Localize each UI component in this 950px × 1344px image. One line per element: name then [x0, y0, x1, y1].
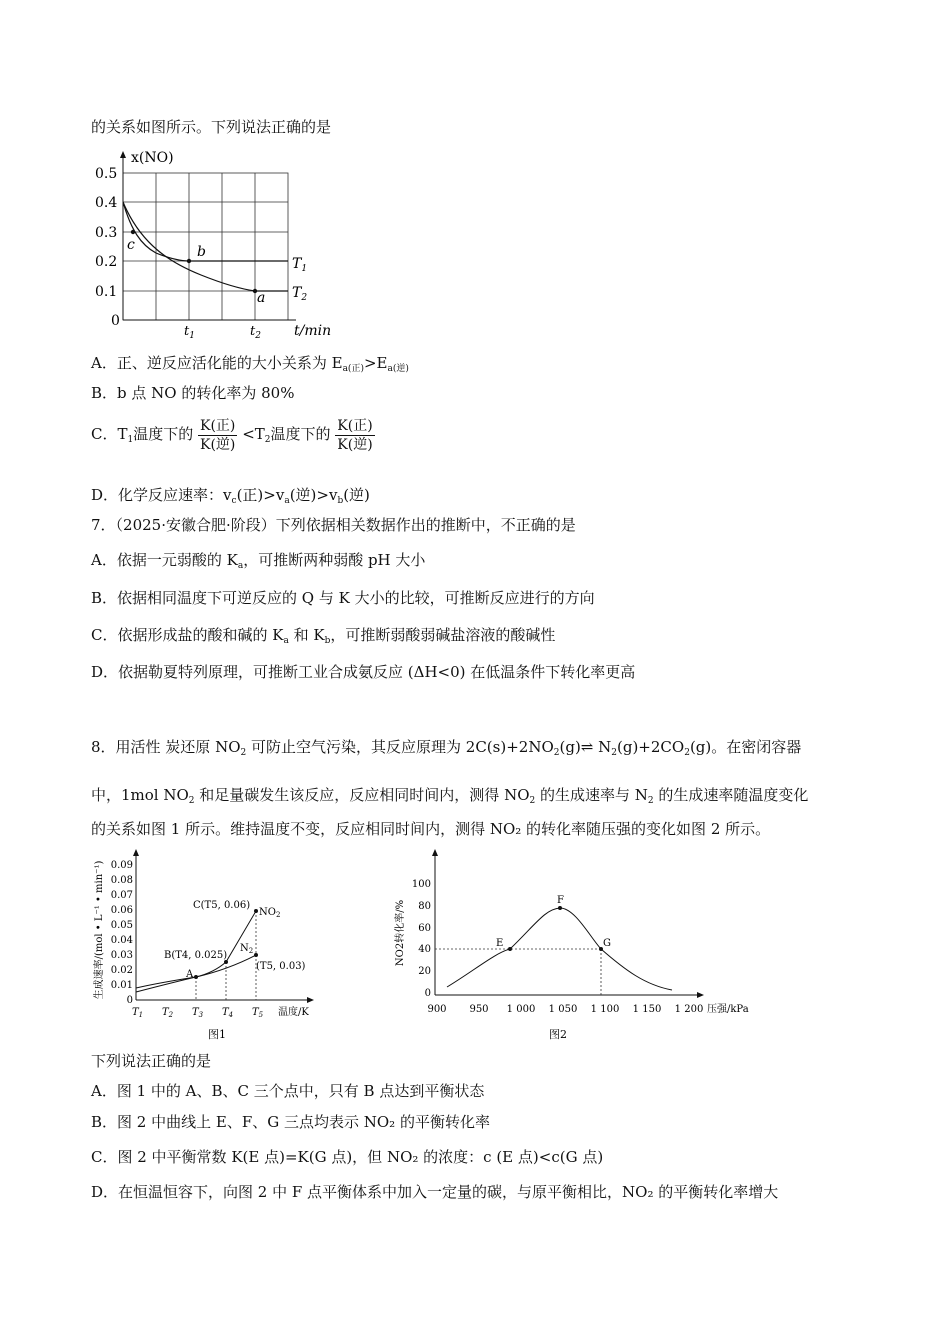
fig1-xtick-T1: $T_1$	[132, 1007, 144, 1019]
q6-ytick: 0.3	[95, 225, 118, 241]
fig2-ytick: 0	[424, 988, 431, 999]
fig1-label-C: C(T5, 0.06)	[193, 900, 251, 911]
q8-figure-2	[385, 845, 765, 1045]
fig1-ytick: 0.01	[110, 980, 133, 991]
q6-xtick-t1: $t_1$	[184, 324, 195, 340]
q6-option-b: B．b 点 NO 的转化率为 80%	[91, 384, 295, 402]
q6-label-b: b	[197, 244, 206, 260]
q6-ytick: 0	[111, 313, 120, 329]
q6-ytick: 0.2	[95, 254, 118, 270]
q6-xtick-t2: $t_2$	[250, 324, 261, 340]
q6-label-c: c	[127, 237, 135, 253]
fig1-label-T5: (T5, 0.03)	[256, 961, 306, 972]
fig1-caption: 图1	[208, 1028, 226, 1041]
fig1-label-B: B(T4, 0.025)	[164, 950, 228, 961]
fig1-ytick: 0.02	[110, 965, 133, 976]
fig2-ytick: 20	[418, 966, 431, 977]
q6-point-c	[131, 230, 135, 234]
q6-label-T1: $T_1$	[292, 256, 308, 274]
fig1-ytick: 0.09	[110, 860, 133, 871]
fig2-ytick: 100	[411, 879, 431, 890]
fig1-label-A: A	[186, 969, 194, 980]
fig2-label-F: F	[557, 895, 564, 906]
q7-stem: 7．（2025·安徽合肥·阶段）下列依据相关数据作出的推断中，不正确的是	[91, 516, 576, 534]
fig1-xtick-T3: $T_3$	[192, 1007, 204, 1019]
q8-option-c: C．图 2 中平衡常数 K(E 点)=K(G 点)，但 NO₂ 的浓度：c (E 点)<c(G 点)	[91, 1148, 604, 1166]
q8-option-d: D．在恒温恒容下，向图 2 中 F 点平衡体系中加入一定量的碳，与原平衡相比，NO₂ 的平衡转化率增大	[91, 1183, 779, 1201]
fig1-ytick: 0.07	[110, 890, 133, 901]
fig1-ylabel: 生成速率/(mol • L⁻¹ • min⁻¹)	[94, 860, 105, 1000]
fig2-xtick: 1 200	[674, 1004, 704, 1015]
q6-option-c: C．$T_1$温度下的 $\frac{\text{K(正)}}{\text{K(逆)}}$ $<T_2$温度下的 $\frac{\text{K(正)}}{\text{K(逆)}}$	[91, 417, 373, 453]
fig1-point-C	[254, 909, 258, 913]
q6-ylabel: x(NO)	[131, 150, 174, 166]
q6-xlabel: t/min	[294, 323, 332, 339]
q8-option-b: B．图 2 中曲线上 E、F、G 三点均表示 NO₂ 的平衡转化率	[91, 1113, 490, 1131]
fig2-xtick: 1 100	[590, 1004, 620, 1015]
fig2-xtick: 1 000	[506, 1004, 536, 1015]
k-ratio-fraction: $\frac{\text{K(正)}}{\text{K(逆)}}$	[200, 417, 236, 453]
q8-ask: 下列说法正确的是	[91, 1052, 212, 1070]
fig2-ytick: 40	[418, 944, 431, 955]
q6-figure	[91, 145, 341, 340]
fig2-point-E	[508, 947, 512, 951]
fig1-series-N2: $N_2$	[240, 943, 254, 955]
q6-point-b	[187, 259, 191, 263]
q6-ytick: 0.1	[95, 284, 118, 300]
fig1-ytick: 0.06	[110, 905, 133, 916]
q6-label-a: a	[257, 290, 266, 306]
q8-option-a: A．图 1 中的 A、B、C 三个点中，只有 B 点达到平衡状态	[91, 1082, 485, 1100]
fig1-ytick: 0.08	[110, 875, 133, 886]
q7-option-d: D．依据勒夏特列原理，可推断工业合成氨反应 (ΔH<0) 在低温条件下转化率更高	[91, 663, 636, 681]
q8-figure-1	[88, 845, 328, 1045]
k-ratio-fraction: $\frac{\text{K(正)}}{\text{K(逆)}}$	[337, 417, 373, 453]
fig1-ytick: 0	[126, 995, 133, 1006]
q8-stem-line1: 8．用活性 炭还原 $NO_2$ 可防止空气污染，其反应原理为 $2C(s)+2NO_2(g)\rightleftharpoons$ $N_2(g)+2CO_2(g)$。在密闭容器	[91, 738, 802, 758]
q6-ytick: 0.4	[95, 195, 118, 211]
fig1-series-NO2: $NO_2$	[259, 907, 281, 919]
q8-stem-line2: 中，1mol $NO_2$ 和足量碳发生该反应，反应相同时间内，测得 $NO_2$ 的生成速率与 $N_2$ 的生成速率随温度变化	[91, 786, 809, 806]
fig2-xtick: 1 150	[632, 1004, 662, 1015]
q8-stem-line3: 的关系如图 1 所示。维持温度不变，反应相同时间内，测得 NO₂ 的转化率随压强的变化如图 2 所示。	[91, 820, 771, 838]
q7-option-c: C．依据形成盐的酸和碱的 $K_a$ 和 $K_b$，可推断弱酸弱碱盐溶液的酸碱性	[91, 626, 556, 646]
q7-option-a: A．依据一元弱酸的 $K_a$，可推断两种弱酸 pH 大小	[91, 551, 426, 571]
fig1-ytick: 0.04	[110, 935, 133, 946]
fig1-xtick-T4: $T_4$	[222, 1007, 234, 1019]
fig2-label-G: G	[603, 938, 611, 949]
fig2-xlabel: 压强/kPa	[707, 1004, 749, 1015]
fig2-xtick: 1 050	[548, 1004, 578, 1015]
fig2-ytick: 60	[418, 923, 431, 934]
fig1-xlabel: 温度/K	[278, 1007, 309, 1018]
q6-stem: 的关系如图所示。下列说法正确的是	[91, 118, 332, 136]
fig1-point-T5	[254, 953, 258, 957]
fig2-ylabel: NO2转化率/%	[395, 899, 406, 967]
fig2-label-E: E	[496, 938, 504, 949]
q7-option-b: B．依据相同温度下可逆反应的 Q 与 K 大小的比较，可推断反应进行的方向	[91, 589, 595, 607]
q6-option-d: D．化学反应速率：$v_c$(正)$>v_a$(逆)$>v_b$(逆)	[91, 486, 370, 506]
fig1-xtick-T5: $T_5$	[252, 1007, 264, 1019]
q6-option-a: A．正、逆反应活化能的大小关系为 $E_{a(正)}>E_{a(逆)}$	[91, 354, 409, 374]
fig2-caption: 图2	[549, 1028, 567, 1041]
fig1-ytick: 0.03	[110, 950, 133, 961]
fig1-point-A	[194, 975, 198, 979]
fig1-ytick: 0.05	[110, 920, 133, 931]
fig1-xtick-T2: $T_2$	[162, 1007, 174, 1019]
fig2-point-F	[558, 906, 562, 910]
fig2-xtick: 900	[427, 1004, 447, 1015]
q6-label-T2: $T_2$	[292, 285, 308, 303]
fig2-xtick: 950	[469, 1004, 489, 1015]
q6-ytick: 0.5	[95, 166, 118, 182]
fig2-ytick: 80	[418, 901, 431, 912]
